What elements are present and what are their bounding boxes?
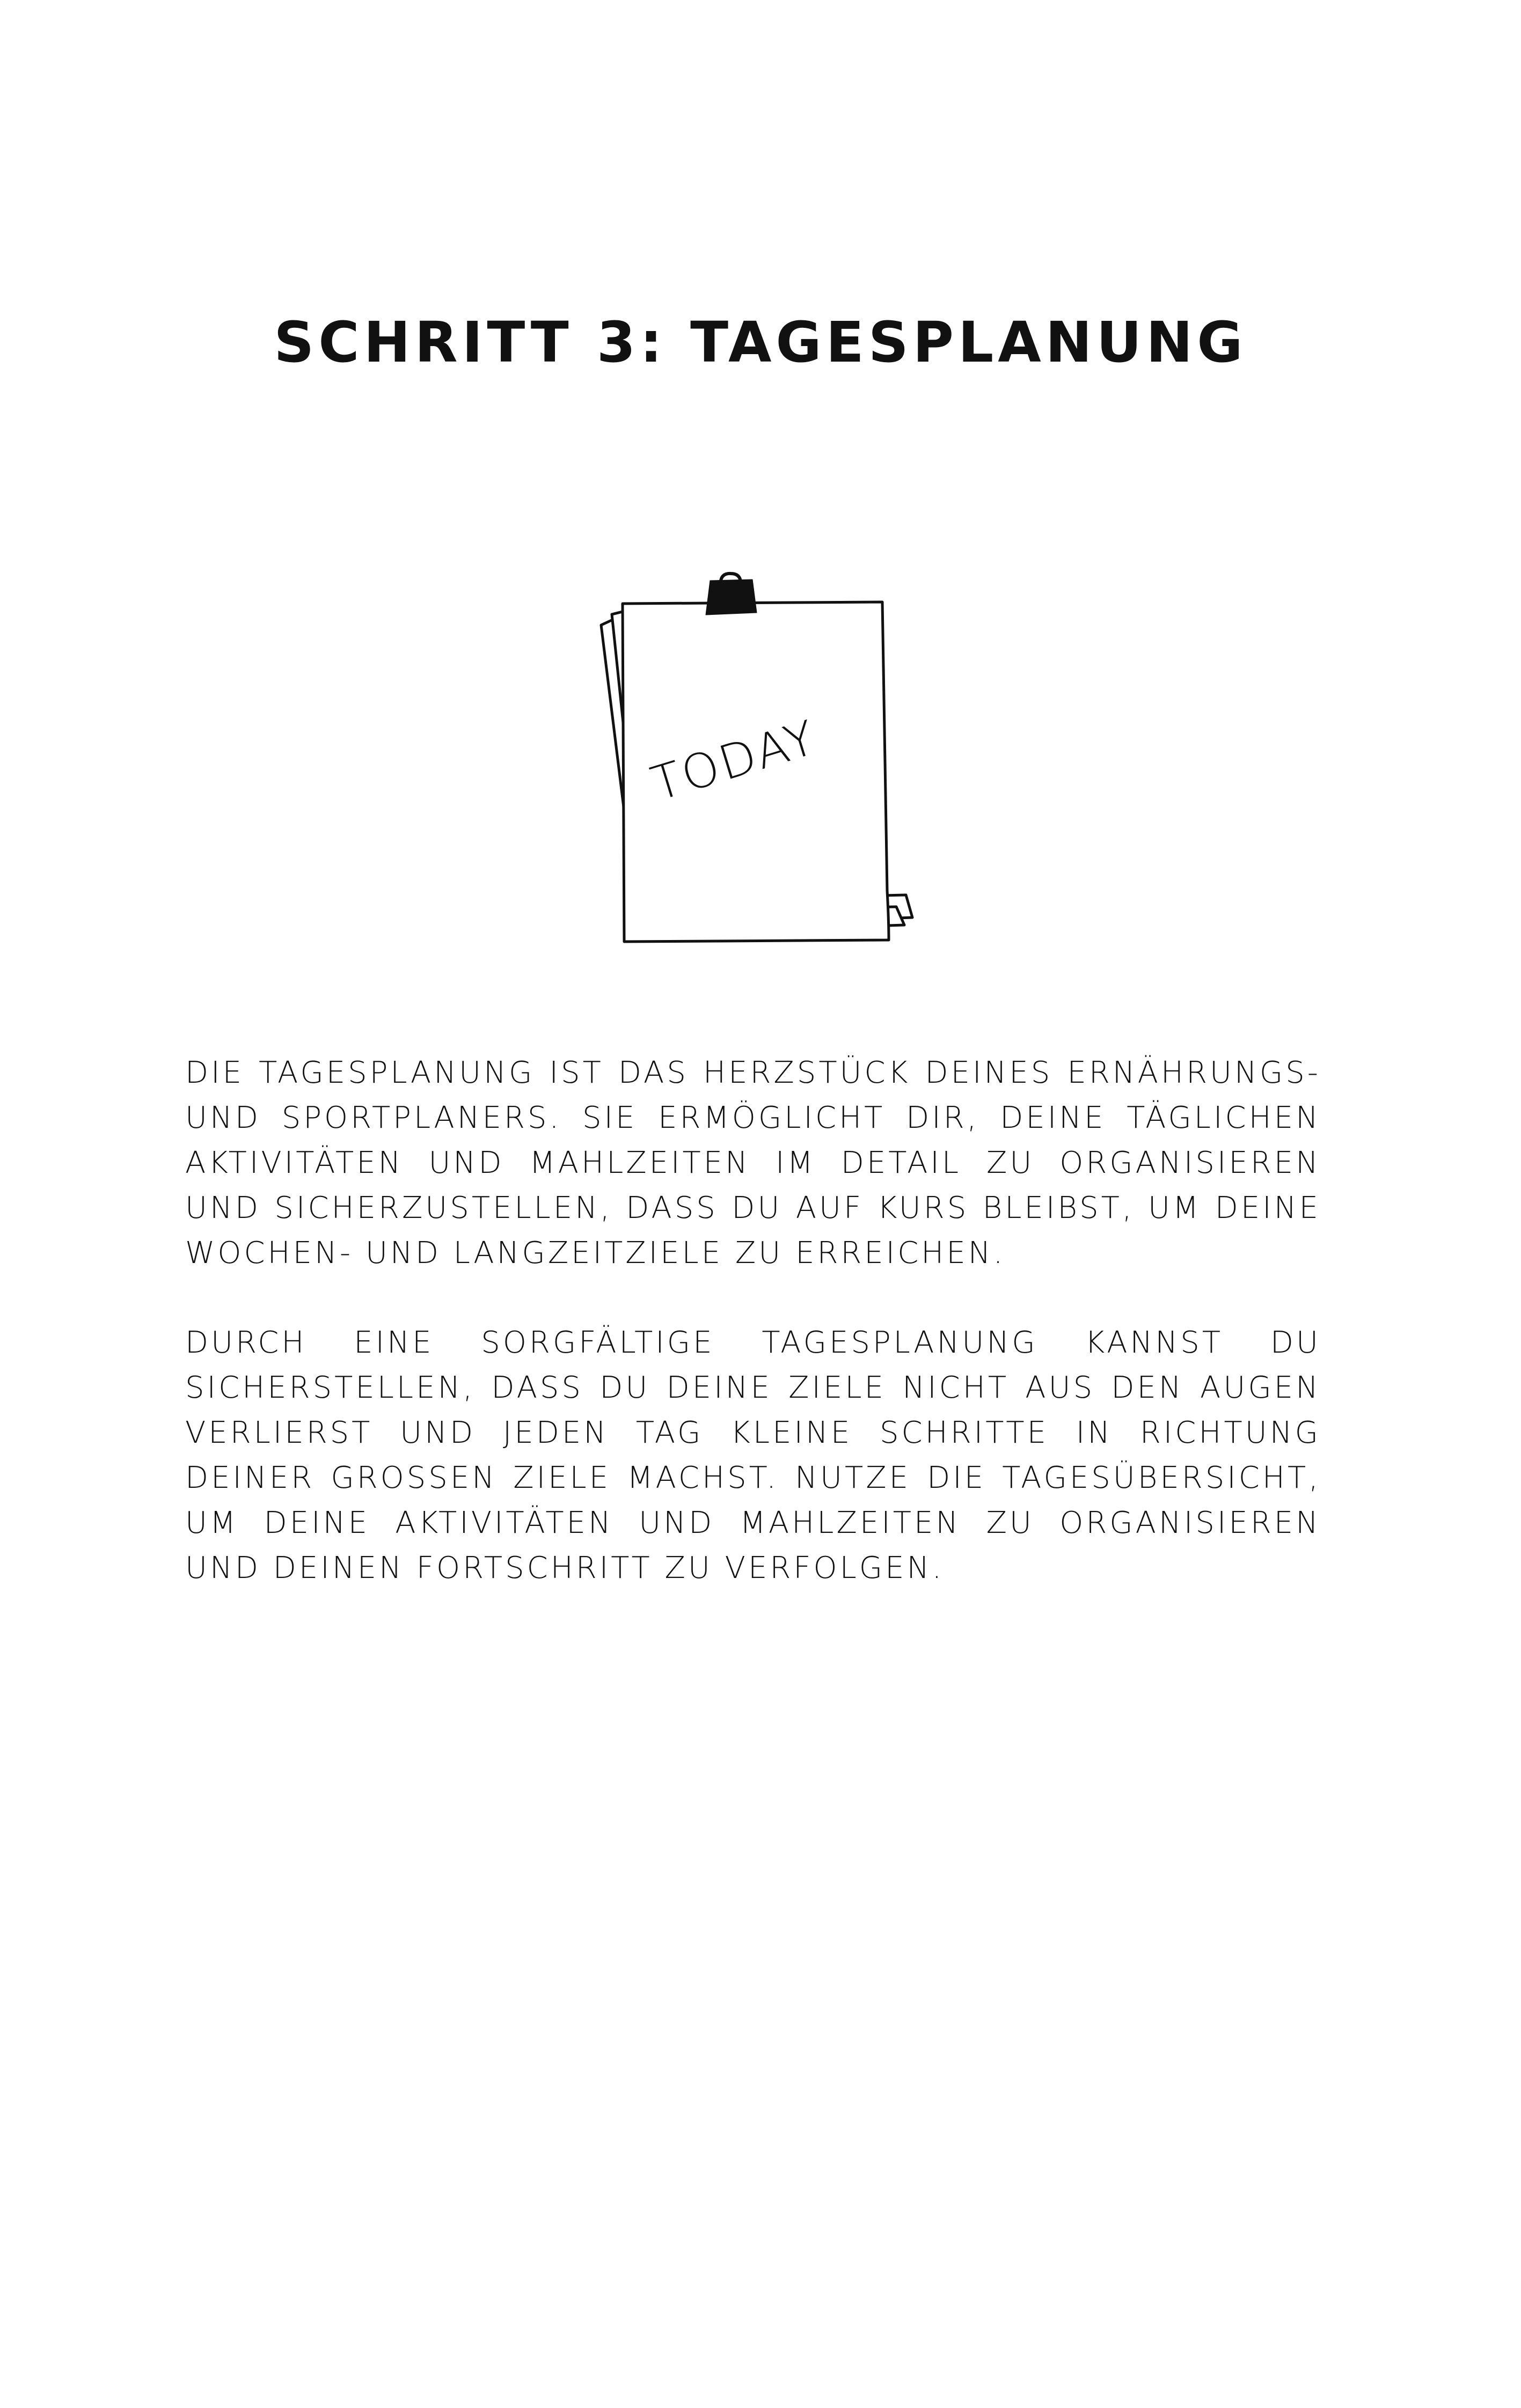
paragraph-details: DURCH EINE SORGFÄLTIGE TAGESPLANUNG KANNST DU SICHERSTELLEN, DASS DU DEINE ZIELE NICHT AUS DEN AUGEN VERLIERST UND JEDEN TAG KLEINE SCHRITTE IN RICHTUNG DEINER GROSSEN ZIELE MACHST. NUTZE DIE TAGESÜBERSICHT, UM DEINE AKTIVITÄTEN UND MAHLZEITEN ZU ORGANISIEREN UND DEINEN FORTSCHRITT ZU VERFOLGEN.	[185, 1325, 1321, 1585]
page-title: SCHRITT 3: TAGESPLANUNG	[274, 310, 1247, 375]
today-label: TODAY	[645, 709, 824, 812]
paragraph-intro: DIE TAGESPLANUNG IST DAS HERZSTÜCK DEINES ERNÄHRUNGS- UND SPORTPLANERS. SIE ERMÖGLICHT DIR, DEINE TÄGLICHEN AKTIVITÄTEN UND MAHLZEITEN IM DETAIL ZU ORGANISIEREN UND SICHERZUSTELLEN, DASS DU AUF KURS BLEIBST, UM DEINE WOCHEN- UND LANGZEITZIELE ZU ERREICHEN.	[185, 1055, 1321, 1271]
binder-clip-icon	[706, 574, 757, 615]
body-text	[185, 1051, 1321, 1591]
